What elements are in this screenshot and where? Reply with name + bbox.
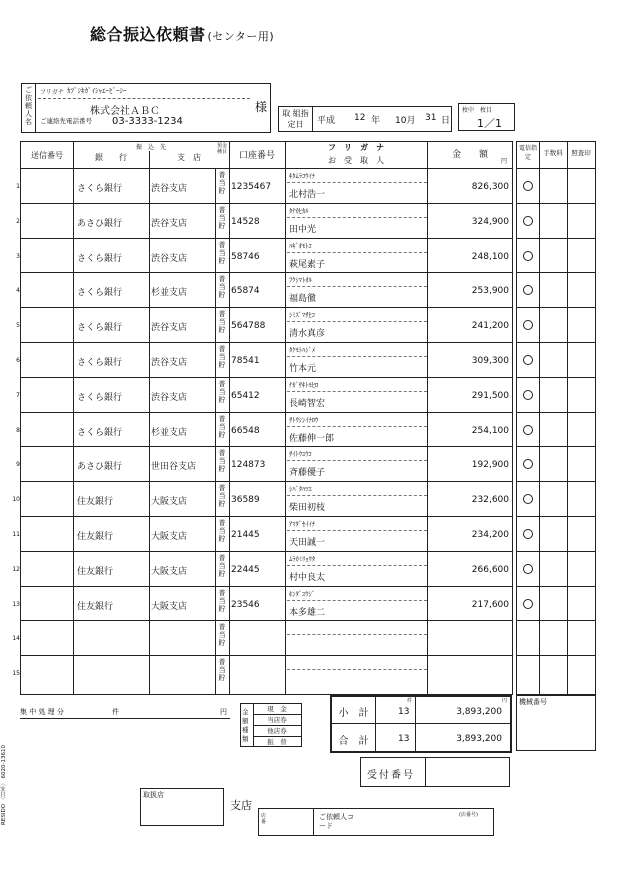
total-count-cell [376, 724, 416, 751]
bank-name[interactable]: さくら銀行 [77, 323, 123, 334]
account-number[interactable]: 1235467 [231, 182, 272, 192]
requester-code-label: ご依頼人コード [319, 813, 354, 830]
date-day-unit: 日 [441, 116, 451, 126]
table-row [16, 238, 512, 273]
row-number: 6 [16, 357, 20, 364]
branch-name[interactable]: 大阪支店 [151, 566, 188, 577]
cash-item: 現 金 [253, 704, 301, 715]
deposit-savings: 貯 [218, 569, 226, 578]
account-number[interactable]: 65412 [231, 390, 260, 401]
deposit-current: 当 [218, 561, 226, 570]
deposit-savings: 貯 [218, 187, 226, 195]
deposit-savings: 貯 [218, 430, 226, 439]
deposit-type[interactable] [216, 380, 228, 404]
deposit-type[interactable] [216, 658, 228, 682]
requester-company[interactable]: 株式会社ＡＢＣ [90, 106, 160, 117]
table-row [12, 551, 512, 586]
deposit-ordinary: 普 [218, 171, 226, 179]
branch-name[interactable]: 渋谷支店 [151, 218, 188, 229]
header-telegraph: 電信指定 [518, 145, 537, 161]
cash-type-box [240, 703, 302, 747]
total-count: 13 [398, 734, 410, 744]
date-month[interactable]: 10月 [395, 116, 416, 126]
bank-name[interactable]: 住友銀行 [77, 532, 114, 542]
row-number: 11 [12, 531, 20, 538]
telegraph-circle-icon[interactable] [523, 285, 533, 295]
transfer-date-box [278, 106, 452, 132]
deposit-savings: 貯 [218, 256, 226, 265]
bank-name[interactable]: 住友銀行 [77, 566, 114, 577]
furigana-divider [287, 530, 427, 531]
cash-item: 他店券 [253, 726, 301, 737]
right-panel-row [517, 168, 595, 203]
right-panel-row [517, 272, 595, 307]
row-number: 4 [16, 287, 20, 295]
branch-name[interactable]: 渋谷支店 [151, 184, 188, 194]
right-panel-row [517, 203, 595, 238]
row-number: 3 [16, 252, 20, 260]
furigana-divider [287, 426, 427, 427]
right-panel-row [517, 377, 595, 412]
account-number[interactable]: 21445 [231, 530, 260, 540]
amount[interactable]: 241,200 [471, 321, 509, 332]
telegraph-circle-icon[interactable] [523, 459, 533, 469]
header-send-no: 送信番号 [31, 151, 63, 160]
right-panel-row [517, 620, 595, 655]
header-yen: 円 [500, 158, 507, 165]
header-account: 口座番号 [238, 151, 275, 161]
deposit-savings: 貯 [218, 674, 226, 683]
telegraph-circle-icon[interactable] [523, 599, 533, 609]
branch-name[interactable]: 渋谷支店 [151, 392, 188, 403]
branch-name[interactable]: 渋谷支店 [151, 358, 188, 368]
totals-box [330, 695, 512, 753]
deposit-current: 当 [218, 179, 226, 187]
row-number: 15 [12, 670, 20, 678]
deposit-savings: 貯 [218, 500, 226, 509]
receipt-number-label: 受付番号 [367, 770, 415, 781]
deposit-type[interactable] [216, 275, 228, 299]
recipient-furigana[interactable]: ｻﾄｳｼﾝｲﾁﾛｳ [289, 415, 319, 424]
amount[interactable]: 291,500 [471, 390, 509, 401]
deposit-ordinary: 普 [218, 553, 226, 562]
furigana-divider [287, 286, 427, 287]
recipient-furigana[interactable]: ﾌｸｼﾏﾄｵﾙ [289, 276, 312, 285]
recipient-furigana[interactable]: ﾎﾝﾀﾞﾕｳｼﾞ [289, 589, 315, 598]
recipient-name[interactable]: 本多雄二 [289, 607, 326, 618]
recipient-furigana[interactable]: ﾊｷﾞｵﾓﾄｺ [289, 241, 312, 250]
ken-unit: 件 [406, 698, 412, 704]
deposit-current: 当 [218, 422, 226, 431]
branch-name[interactable]: 大阪支店 [151, 532, 188, 542]
col-divider [425, 758, 426, 786]
deposit-current: 当 [218, 527, 226, 535]
bank-name[interactable]: あさひ銀行 [77, 218, 123, 229]
amount[interactable]: 266,600 [471, 564, 509, 575]
bank-name[interactable]: さくら銀行 [77, 427, 123, 438]
table-row [12, 655, 512, 690]
date-year[interactable]: 12 [354, 113, 366, 123]
table-row [16, 412, 512, 447]
deposit-current: 当 [218, 353, 226, 361]
page-title [90, 22, 274, 45]
table-row [16, 272, 512, 307]
date-year-unit: 年 [371, 116, 381, 126]
form-code: RESIDO 〈日本〉 6020-13610 [1, 745, 7, 825]
furigana-divider [287, 460, 427, 461]
deposit-savings: 貯 [218, 395, 226, 404]
table-row [12, 516, 512, 551]
header-furigana: フ リ ガ ナ [328, 143, 384, 152]
furigana-divider [287, 356, 427, 357]
batch-ken: 件 [112, 708, 119, 716]
right-panel-row [517, 655, 595, 690]
row-number: 9 [16, 461, 20, 469]
telegraph-circle-icon[interactable] [523, 564, 533, 574]
deposit-savings: 貯 [218, 604, 226, 613]
branch-name[interactable]: 杉並支店 [151, 427, 188, 438]
bank-name[interactable]: 住友銀行 [77, 601, 114, 612]
telegraph-circle-icon[interactable] [523, 529, 533, 539]
deposit-current: 当 [218, 213, 226, 222]
deposit-current: 当 [218, 248, 226, 257]
header-check: 照査印 [571, 149, 591, 157]
right-panel-row [517, 516, 595, 551]
col-divider [313, 809, 314, 835]
furigana-divider [287, 217, 427, 218]
date-day[interactable]: 31 [425, 113, 437, 123]
bank-name[interactable]: 住友銀行 [77, 497, 114, 508]
branch-no-label-2: (店番号) [459, 812, 478, 818]
deposit-ordinary: 普 [218, 519, 226, 527]
amount[interactable]: 324,900 [471, 216, 509, 227]
honorific-sama: 様 [255, 100, 268, 114]
requester-furigana-label: フリガナ [40, 89, 64, 96]
batch-processing [20, 707, 230, 719]
amount[interactable]: 309,300 [471, 356, 509, 366]
telegraph-circle-icon[interactable] [523, 320, 533, 330]
table-row [16, 446, 512, 481]
receipt-number-box [360, 757, 510, 787]
right-panel-row [517, 586, 595, 621]
deposit-ordinary: 普 [218, 623, 226, 632]
deposit-savings: 貯 [218, 291, 226, 300]
branch-name[interactable]: 世田谷支店 [151, 462, 197, 473]
table-row [16, 203, 512, 238]
total-label: 合 計 [332, 724, 376, 751]
recipient-name[interactable]: 清水真彦 [289, 329, 326, 340]
furigana-divider [287, 321, 427, 322]
deposit-current: 当 [218, 492, 226, 501]
table-row [12, 481, 512, 516]
recipient-name[interactable]: 天田誠一 [289, 538, 326, 548]
header-deposit-type: 預金種目 [216, 143, 227, 155]
furigana-divider [287, 252, 427, 253]
recipient-name[interactable]: 北村浩一 [289, 190, 326, 200]
total-amount-cell [416, 724, 510, 751]
right-panel-row [517, 238, 595, 273]
recipient-name[interactable]: 萩尾素子 [289, 259, 326, 270]
page-count-box [458, 103, 515, 131]
bank-name[interactable]: さくら銀行 [77, 288, 123, 299]
table-row [16, 342, 512, 377]
amount[interactable]: 192,900 [471, 460, 509, 471]
branch-name[interactable]: 渋谷支店 [151, 323, 188, 334]
page-count-value[interactable]: 1／1 [477, 117, 502, 130]
branch-name[interactable]: 大阪支店 [151, 601, 188, 612]
row-number: 14 [12, 635, 20, 643]
bank-name[interactable]: あさひ銀行 [77, 462, 123, 473]
requester-box [21, 83, 271, 133]
account-number[interactable]: 78541 [231, 356, 260, 366]
bank-name[interactable]: さくら銀行 [77, 184, 123, 194]
row-number: 1 [16, 183, 20, 190]
account-number[interactable]: 36589 [231, 495, 260, 506]
header-recipient: お 受 取 人 [328, 156, 384, 165]
bank-name[interactable]: さくら銀行 [77, 358, 123, 368]
recipient-name[interactable]: 田中光 [289, 224, 317, 235]
deposit-ordinary: 普 [218, 658, 226, 667]
recipient-furigana[interactable]: ﾀﾅｶﾋｶﾙ [289, 206, 309, 215]
recipient-furigana[interactable]: ｼﾊﾞﾀﾊﾂｴ [289, 485, 312, 494]
batch-yen: 円 [220, 708, 227, 716]
furigana-divider [287, 495, 427, 496]
header-amount: 金 額 [451, 150, 488, 160]
amount[interactable]: 234,200 [471, 530, 509, 540]
recipient-furigana[interactable]: ｷﾀﾑﾗｺｳｲﾁ [289, 172, 315, 180]
transfer-date-label: 取 組指定日 [279, 107, 313, 131]
cash-item: 振 替 [267, 738, 287, 746]
recipient-name[interactable]: 長崎智宏 [289, 398, 326, 409]
account-number[interactable]: 23546 [231, 599, 260, 610]
right-panel-row [517, 551, 595, 586]
deposit-type[interactable] [216, 415, 228, 439]
deposit-ordinary: 普 [218, 414, 226, 423]
deposit-ordinary: 普 [218, 484, 226, 493]
deposit-savings: 貯 [218, 535, 226, 543]
deposit-ordinary: 普 [218, 275, 226, 284]
deposit-type[interactable] [216, 449, 228, 473]
furigana-divider [287, 182, 427, 183]
deposit-type[interactable] [216, 519, 228, 543]
deposit-ordinary: 普 [218, 449, 226, 458]
deposit-ordinary: 普 [218, 205, 226, 214]
page-count-label: 枚中 枚目 [462, 107, 493, 114]
deposit-current: 当 [218, 457, 226, 466]
table-row [16, 377, 512, 412]
deposit-savings: 貯 [218, 361, 226, 369]
deposit-type[interactable] [216, 206, 228, 230]
header-branch: 支 店 [177, 153, 201, 162]
deposit-current: 当 [218, 631, 226, 640]
cash-items [253, 704, 301, 748]
deposit-type[interactable] [216, 484, 228, 508]
recipient-name[interactable]: 福島徹 [289, 294, 317, 305]
right-panel-row [517, 481, 595, 516]
amount[interactable]: 254,100 [471, 425, 509, 436]
row-number: 2 [16, 217, 20, 225]
deposit-ordinary: 普 [218, 345, 226, 353]
telegraph-circle-icon[interactable] [523, 355, 533, 365]
batch-label: 集 中 処 理 分 [20, 708, 64, 716]
row-number: 10 [12, 496, 20, 504]
branch-name[interactable]: 大阪支店 [151, 497, 188, 508]
deposit-current: 当 [218, 283, 226, 292]
amount[interactable]: 253,900 [471, 286, 509, 297]
deposit-type[interactable] [216, 589, 228, 613]
table-row [16, 168, 512, 203]
deposit-ordinary: 普 [218, 310, 226, 319]
row-number: 7 [16, 391, 20, 399]
requester-code-box [258, 808, 494, 836]
title-subtitle: (センター用) [207, 30, 275, 43]
deposit-type[interactable] [216, 623, 228, 647]
deposit-type[interactable] [216, 345, 228, 369]
branch-name[interactable]: 渋谷支店 [151, 253, 188, 264]
amount[interactable]: 826,300 [471, 182, 509, 192]
header-fee: 手数料 [543, 149, 563, 157]
furigana-divider [287, 565, 427, 566]
recipient-name[interactable]: 村中良太 [289, 572, 326, 583]
telegraph-circle-icon[interactable] [523, 216, 533, 226]
recipient-furigana[interactable]: ﾅｶﾞｻｷﾄﾓﾋﾛ [289, 380, 319, 389]
requester-label: ご依頼人名 [22, 84, 36, 132]
right-panel-row [517, 446, 595, 481]
table-row [16, 307, 512, 342]
deposit-savings: 貯 [218, 465, 226, 474]
row-number: 13 [12, 600, 20, 608]
requester-furigana[interactable]: ｶﾌﾞｼｷｶﾞｲｼｬｴｰﾋﾞｰｼｰ [67, 87, 127, 95]
furigana-divider [287, 391, 427, 392]
right-panel [516, 141, 596, 695]
account-number[interactable]: 65874 [231, 286, 260, 297]
requester-tel-label: ご連絡先電話番号 [40, 117, 92, 125]
deposit-savings: 貯 [218, 639, 226, 648]
recipient-name[interactable]: 柴田初枝 [289, 503, 326, 514]
deposit-ordinary: 普 [218, 588, 226, 597]
row-number: 5 [16, 322, 20, 330]
deposit-current: 当 [218, 666, 226, 675]
cash-item: 当店券 [253, 715, 301, 726]
amount[interactable]: 217,600 [471, 599, 509, 610]
row-number: 12 [12, 565, 20, 573]
subtotal-count-cell [376, 697, 416, 724]
deposit-current: 当 [218, 318, 226, 327]
account-number[interactable]: 14528 [231, 216, 260, 227]
subtotal-count: 13 [398, 707, 410, 717]
right-panel-row [517, 342, 595, 377]
deposit-savings: 貯 [218, 221, 226, 230]
subtotal-label: 小 計 [332, 697, 376, 724]
recipient-name[interactable]: 斉藤優子 [289, 468, 326, 479]
account-number[interactable]: 66548 [231, 425, 260, 436]
deposit-savings: 貯 [218, 326, 226, 335]
right-panel-row [517, 412, 595, 447]
handling-branch-box [140, 788, 224, 826]
furigana-divider [287, 600, 427, 601]
bank-name[interactable]: さくら銀行 [77, 392, 123, 403]
branch-name[interactable]: 杉並支店 [151, 288, 188, 299]
account-number[interactable]: 564788 [231, 321, 266, 332]
telegraph-circle-icon[interactable] [523, 425, 533, 435]
total-amount: 3,893,200 [456, 734, 502, 744]
machine-number-box [516, 695, 596, 751]
recipient-name[interactable]: 佐藤伸一郎 [289, 433, 335, 444]
recipient-furigana[interactable]: ｼﾐｽﾞﾏｻﾋｺ [289, 311, 315, 320]
deposit-current: 当 [218, 596, 226, 605]
telegraph-circle-icon[interactable] [523, 251, 533, 261]
table-row [12, 586, 512, 621]
account-number[interactable]: 58746 [231, 251, 260, 262]
right-panel-row [517, 307, 595, 342]
recipient-furigana[interactable]: ﾑﾗｶﾐﾘｮｳﾀ [289, 554, 315, 563]
amount[interactable]: 232,600 [471, 495, 509, 506]
recipient-name[interactable]: 竹本元 [289, 364, 317, 374]
furigana-divider [287, 634, 427, 635]
branch-no-label: 店番 [261, 813, 267, 825]
yen-unit: 円 [501, 698, 507, 704]
machine-number-label: 機械番号 [519, 698, 547, 706]
bank-name[interactable]: さくら銀行 [77, 253, 123, 264]
deposit-type[interactable] [216, 554, 228, 578]
deposit-type[interactable] [216, 171, 228, 195]
date-era: 平成 [317, 116, 336, 126]
handling-branch-label: 取扱店 [143, 791, 164, 799]
recipient-furigana[interactable]: ﾀｹﾓﾄﾊｼﾞﾒ [289, 346, 315, 354]
furigana-divider [287, 669, 427, 670]
subtotal-amount-cell [416, 697, 510, 724]
subtotal-amount: 3,893,200 [456, 707, 502, 717]
header-bank: 銀 行 [95, 153, 127, 162]
header-bank-group: 振 込 先 [135, 144, 166, 151]
deposit-ordinary: 普 [218, 240, 226, 249]
deposit-current: 当 [218, 387, 226, 396]
cash-type-side-label: 金額種類 [242, 708, 249, 743]
transfer-table [12, 141, 513, 695]
row-number: 8 [16, 426, 20, 434]
telegraph-circle-icon[interactable] [523, 181, 533, 191]
recipient-furigana[interactable]: ｱﾏﾀﾞｾｲｲﾁ [289, 520, 315, 528]
telegraph-circle-icon[interactable] [523, 494, 533, 504]
recipient-furigana[interactable]: ｻｲﾄｳﾕｳｺ [289, 450, 312, 459]
deposit-ordinary: 普 [218, 379, 226, 388]
table-row [12, 620, 512, 655]
title-text: 総合振込依頼書 [90, 25, 206, 44]
requester-divider [38, 98, 250, 99]
deposit-type[interactable] [216, 310, 228, 334]
branch-suffix: 支店 [230, 799, 252, 812]
account-number[interactable]: 124873 [231, 460, 266, 471]
requester-tel[interactable]: 03-3333-1234 [112, 116, 183, 127]
deposit-type[interactable] [216, 241, 228, 265]
account-number[interactable]: 22445 [231, 564, 260, 575]
telegraph-circle-icon[interactable] [523, 390, 533, 400]
amount[interactable]: 248,100 [471, 251, 509, 262]
